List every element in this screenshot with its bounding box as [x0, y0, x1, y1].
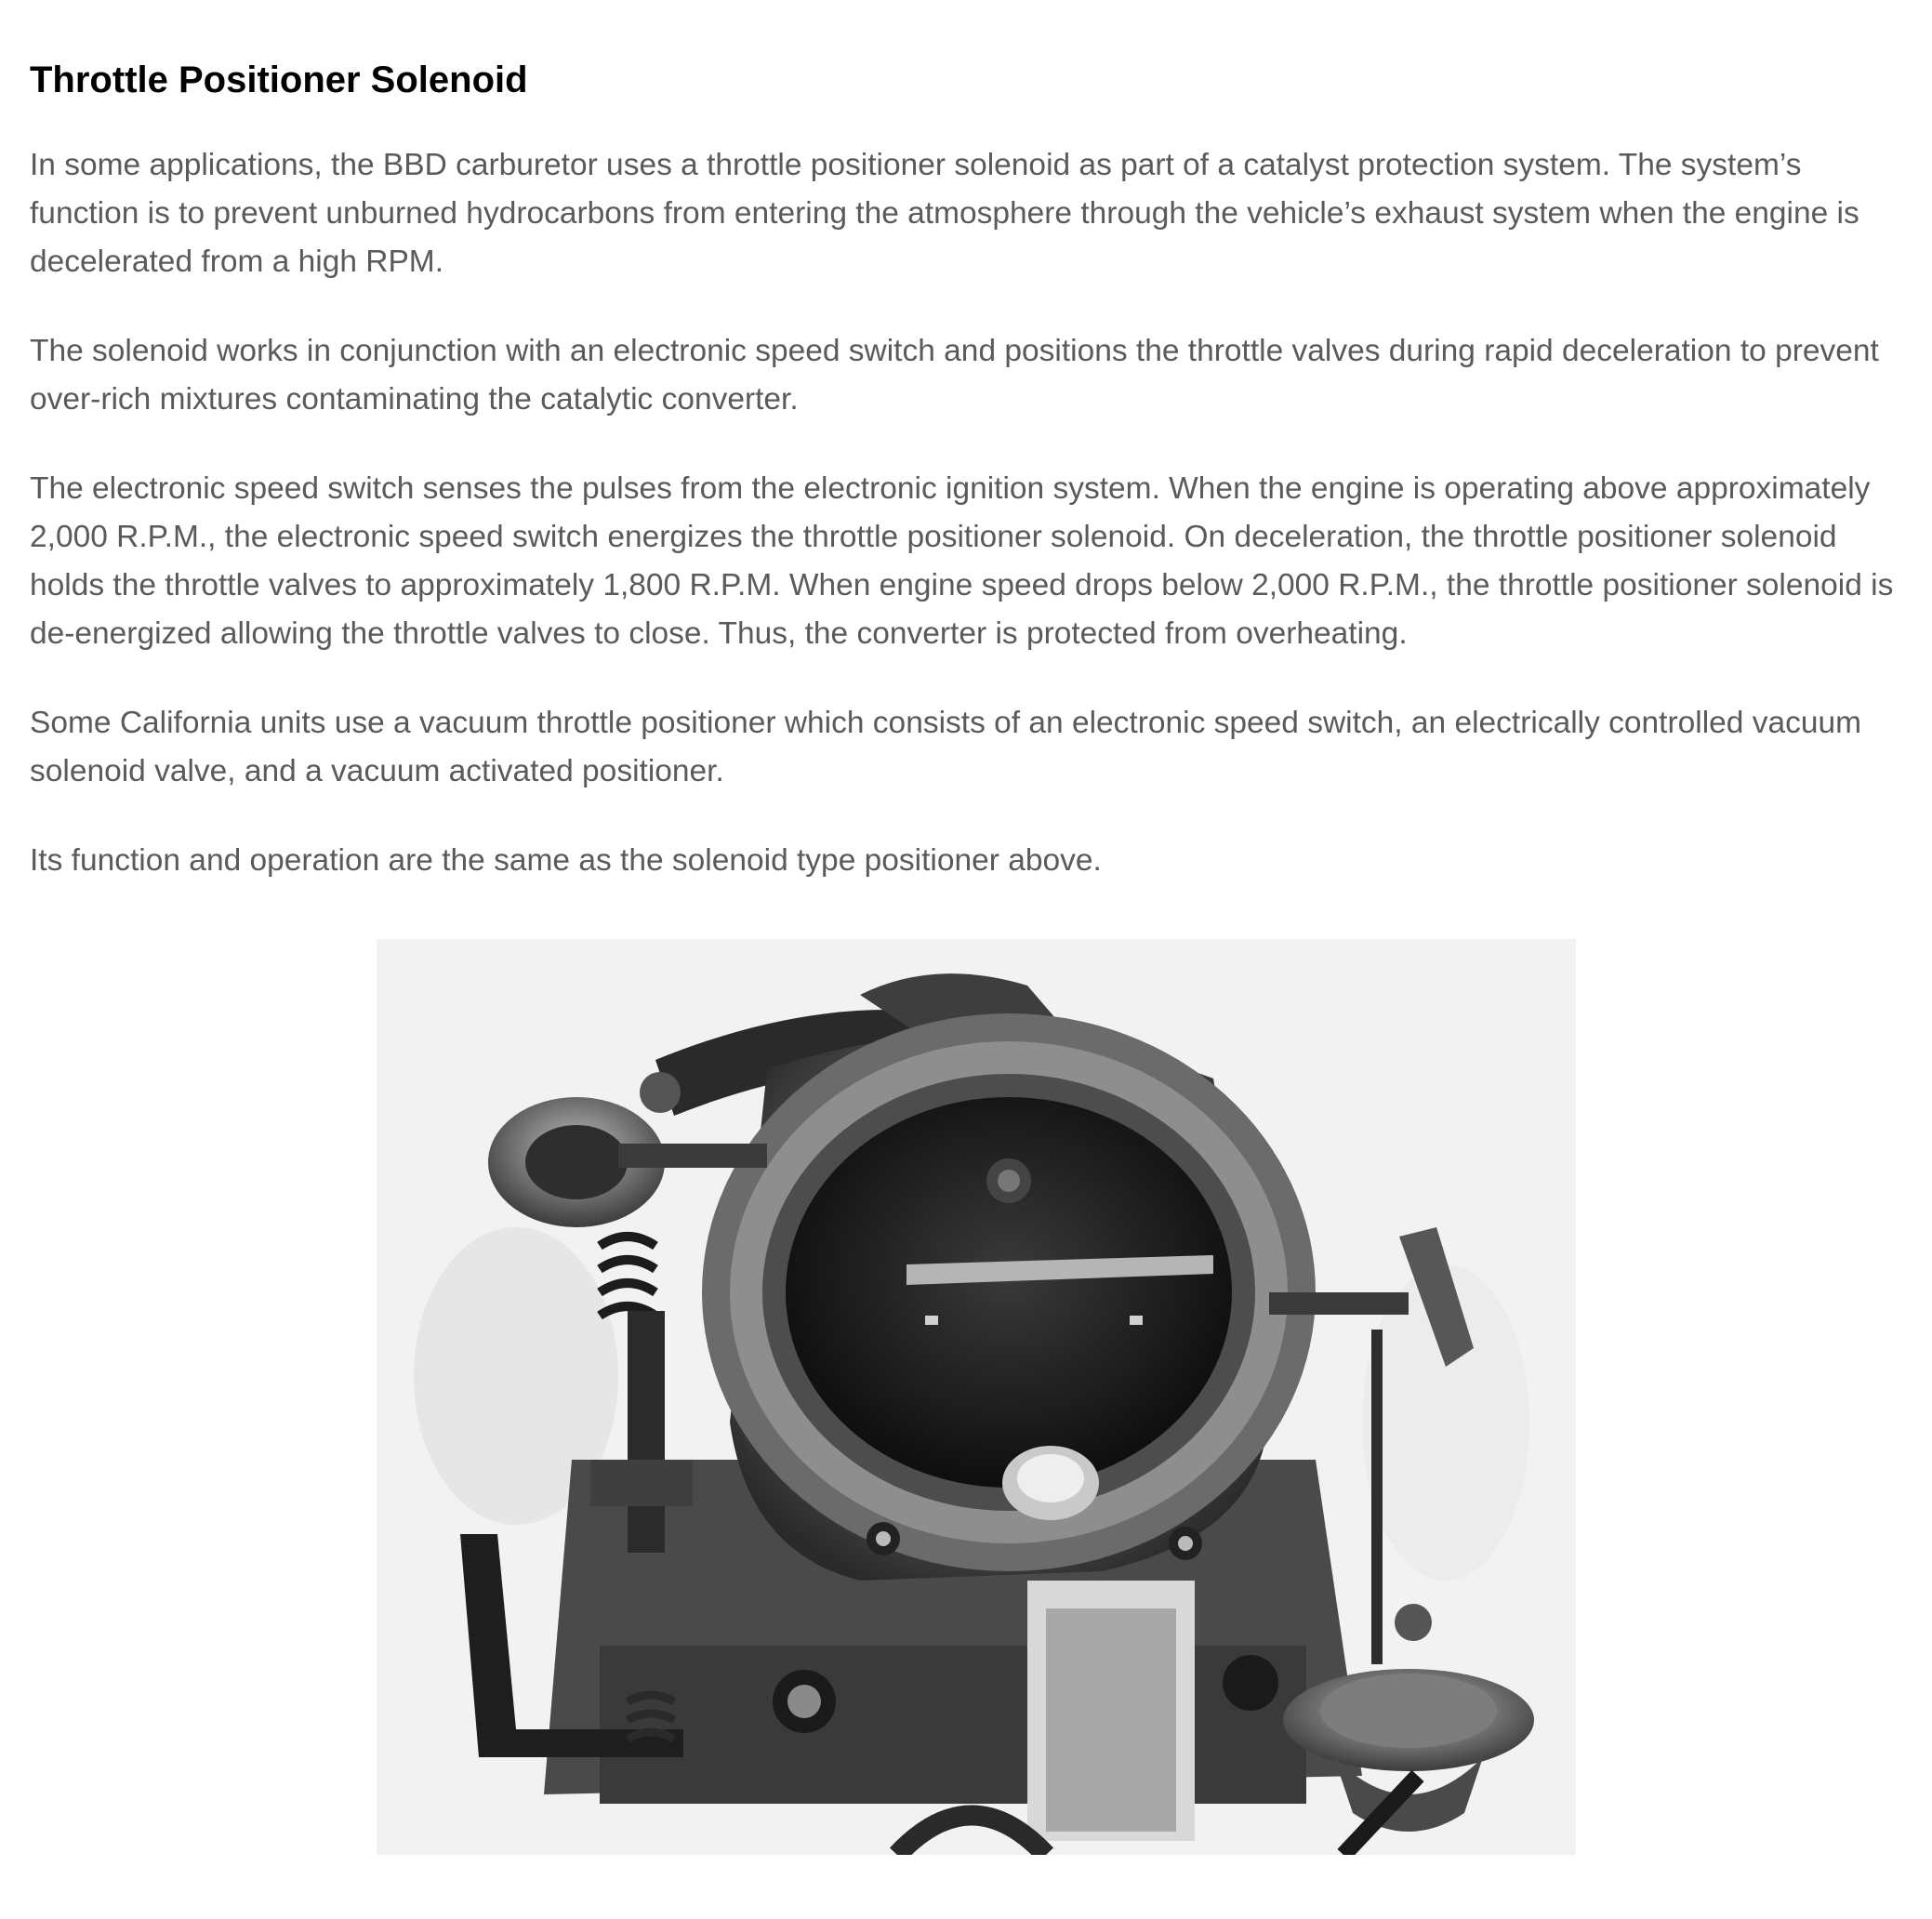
paragraph-speed-switch: The electronic speed switch senses the pulses from the electronic ignition system. When the engine is operating above approximately 2,000 R.P.M., the electronic speed switch energizes the throttle positioner solenoid. On deceleration, the throttle positioner solenoid holds the throttle valves to approximately 1,800 R.P.M. When engine speed drops below 2,000 R.P.M., the throttle positioner solenoid is de-energized allowing the throttle valves to close. Thus, the converter is protected from overheating. — [30, 471, 1894, 651]
carburetor-illustration — [377, 939, 1576, 1855]
paragraph-solenoid-function: The solenoid works in conjunction with an electronic speed switch and positions the throttle valves during rapid deceleration to prevent over-rich mixtures contaminating the catalytic converter. — [30, 334, 1879, 417]
paragraph-catalyst-protection: In some applications, the BBD carburetor uses a throttle positioner solenoid as part of a catalyst protection system. The system’s function is to prevent unburned hydrocarbons from entering the atmosphere through the vehicle’s exhaust system when the engine is decelerated from a high RPM. — [30, 148, 1859, 279]
article — [30, 52, 1917, 926]
carburetor-image — [377, 939, 1576, 1855]
paragraph-same-operation: Its function and operation are the same as the solenoid type positioner above. — [30, 843, 1102, 878]
paragraph-california-units: Some California units use a vacuum throttle positioner which consists of an electronic speed switch, an electrically controlled vacuum solenoid valve, and a vacuum activated positioner. — [30, 706, 1862, 788]
article-title: Throttle Positioner Solenoid — [30, 60, 528, 100]
